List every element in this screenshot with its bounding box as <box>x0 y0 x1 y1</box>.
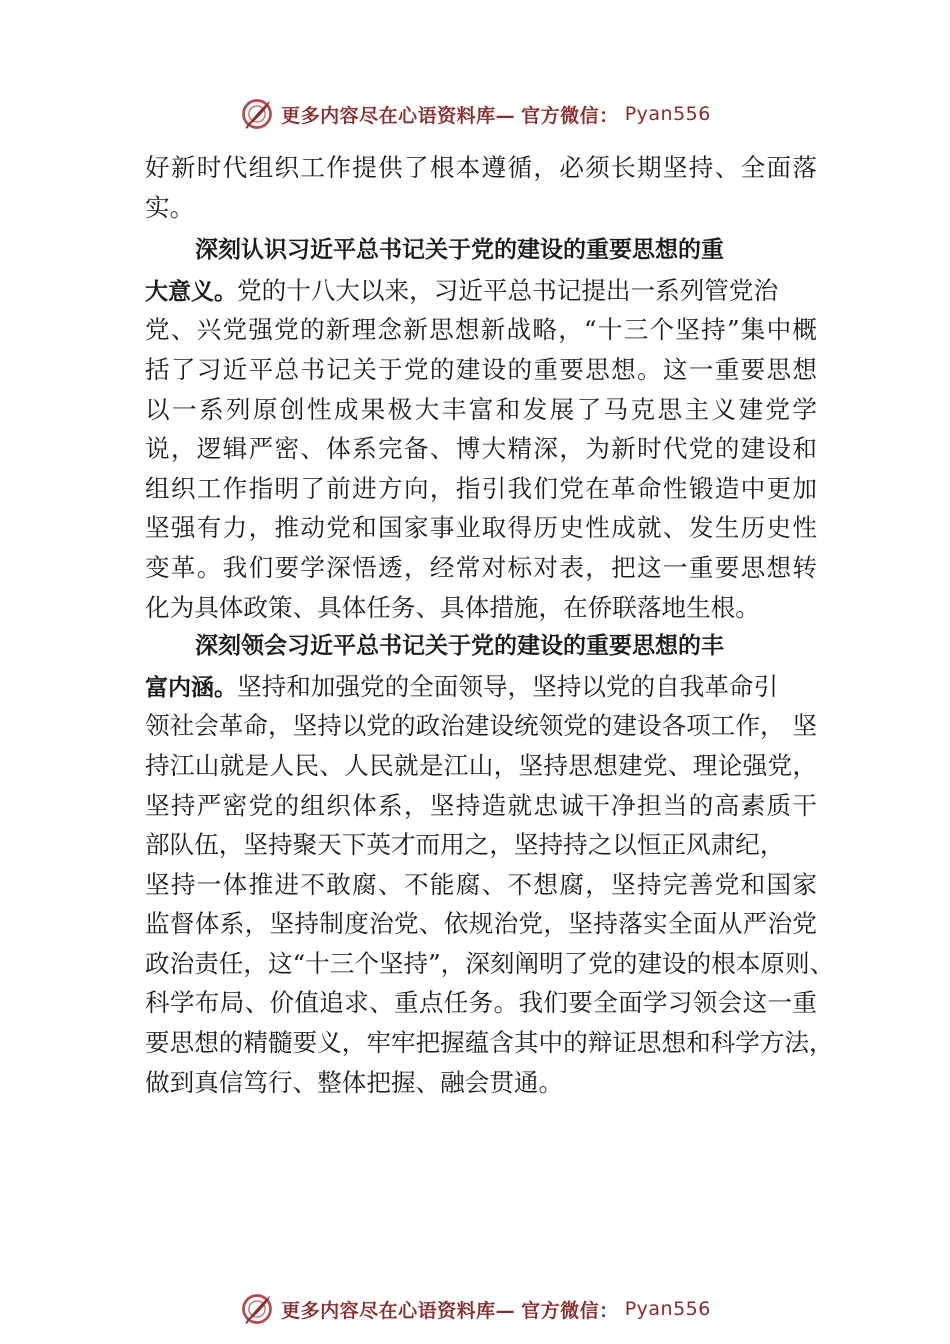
paragraph-line: 科学布局、价值追求、重点任务。我们要全面学习领会这一重 <box>145 988 817 1018</box>
banner-wechat-id: Pyan556 <box>624 103 711 125</box>
paragraph-line: 部队伍，坚持聚天下英才而用之，坚持持之以恒正风肃纪， <box>145 830 785 860</box>
document-body <box>145 148 835 1102</box>
section-heading-2: 深刻领会习近平总书记关于党的建设的重要思想的丰 <box>195 633 724 660</box>
section-heading-1-tail: 大意义。 <box>145 278 237 305</box>
paragraph-line: 实。 <box>145 192 195 222</box>
paragraph-line: 化为具体政策、具体任务、具体措施，在侨联落地生根。 <box>145 592 760 622</box>
paragraph-line: 说，逻辑严密、体系完备、博大精深，为新时代党的建设和 <box>145 434 817 464</box>
footer-banner <box>0 1287 950 1331</box>
section-heading-1: 深刻认识习近平总书记关于党的建设的重要思想的重 <box>195 237 724 264</box>
paragraph-line: 坚强有力，推动党和国家事业取得历史性成就、发生历史性 <box>145 513 817 543</box>
paragraph-line <box>145 271 817 311</box>
paragraph-line: 政治责任，这“十三个坚持”，深刻阐明了党的建设的根本原则、 <box>145 948 835 978</box>
paragraph-line: 组织工作指明了前进方向，指引我们党在革命性锻造中更加 <box>145 473 817 503</box>
paragraph-line: 党、兴党强党的新理念新思想新战略，“十三个坚持”集中概 <box>145 315 817 345</box>
paragraph-text: 坚持和加强党的全面领导，坚持以党的自我革命引 <box>237 671 779 701</box>
paragraph-line: 括了习近平总书记关于党的建设的重要思想。这一重要思想 <box>145 354 817 384</box>
quill-seal-icon <box>239 96 275 132</box>
banner-text: 更多内容尽在心语资料库— <box>281 1299 516 1322</box>
paragraph-line: 以一系列原创性成果极大丰富和发展了马克思主义建党学 <box>145 394 817 424</box>
paragraph-line: 变革。我们要学深悟透，经常对标对表，把这一重要思想转 <box>145 552 817 582</box>
banner <box>239 96 711 132</box>
paragraph-line: 坚持严密党的组织体系，坚持造就忠诚干净担当的高素质干 <box>145 790 817 820</box>
paragraph-line: 持江山就是人民、人民就是江山，坚持思想建党、理论强党， <box>145 750 817 780</box>
paragraph-line: 领社会革命，坚持以党的政治建设统领党的建设各项工作， 坚 <box>145 711 817 741</box>
paragraph-line <box>145 667 817 707</box>
banner-wechat-label: 官方微信： <box>521 104 619 127</box>
paragraph-line: 要思想的精髓要义，牢牢把握蕴含其中的辩证思想和科学方法， <box>145 1028 834 1058</box>
paragraph-line: 好新时代组织工作提供了根本遵循，必须长期坚持、全面落 <box>145 153 817 182</box>
header-banner <box>0 92 950 136</box>
paragraph-line: 监督体系，坚持制度治党、依规治党，坚持落实全面从严治党 <box>145 909 817 939</box>
banner-wechat-id: Pyan556 <box>624 1298 711 1320</box>
banner-wechat-label: 官方微信： <box>521 1299 619 1322</box>
banner <box>239 1291 711 1327</box>
paragraph-text: 党的十八大以来，习近平总书记提出一系列管党治 <box>237 275 779 305</box>
banner-text: 更多内容尽在心语资料库— <box>281 104 516 127</box>
paragraph-line: 坚持一体推进不敢腐、不能腐、不想腐，坚持完善党和国家 <box>145 869 817 899</box>
section-heading-2-tail: 富内涵。 <box>145 674 237 701</box>
quill-seal-icon <box>239 1291 275 1327</box>
paragraph-line: 做到真信笃行、整体把握、融会贯通。 <box>145 1067 564 1097</box>
